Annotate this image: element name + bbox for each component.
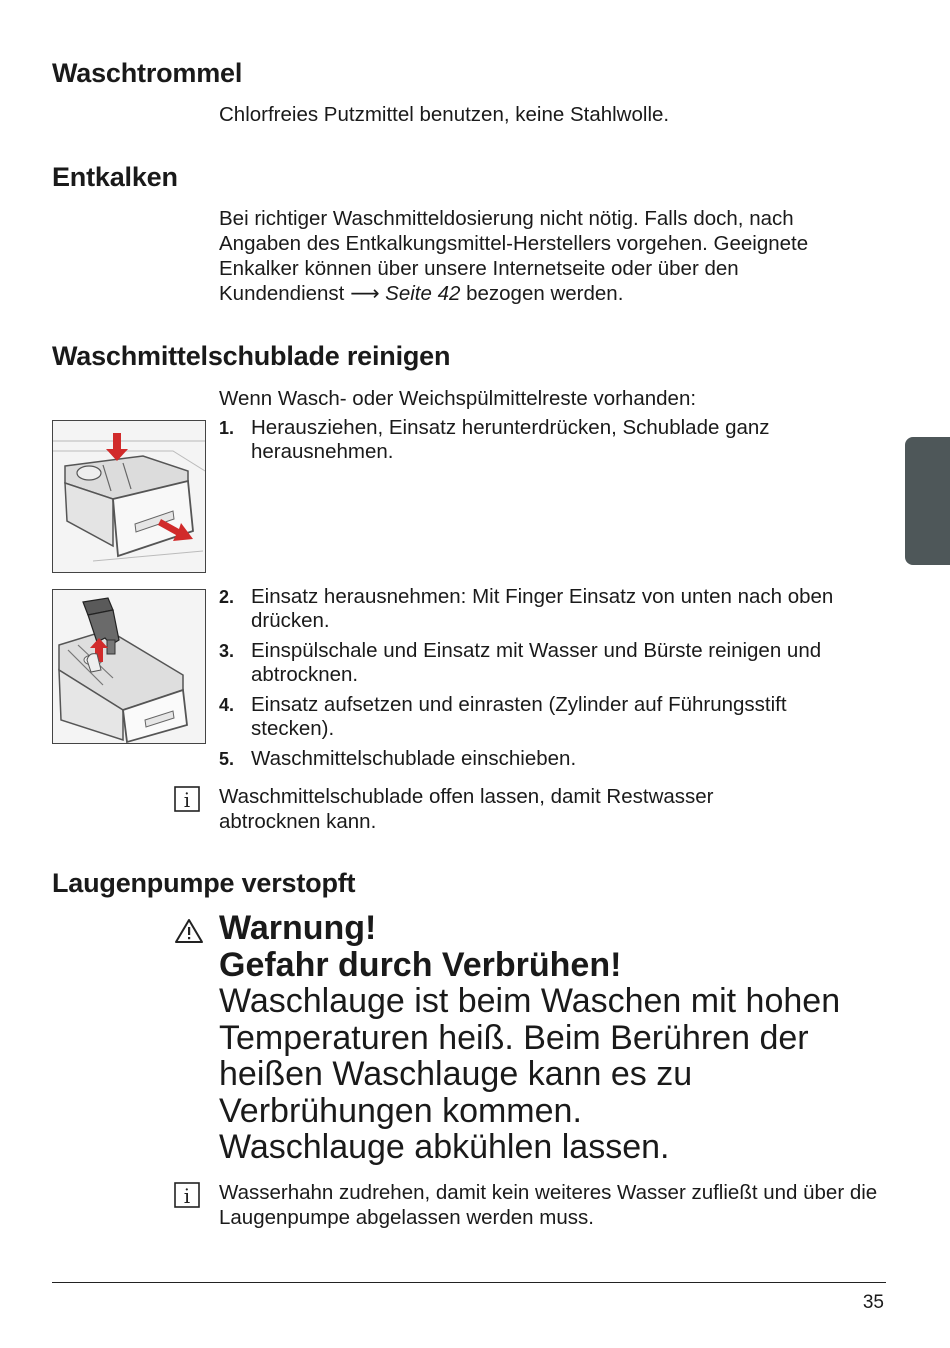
- warning-subtitle: Gefahr durch Verbrühen!: [219, 945, 622, 984]
- warning-title: Warnung!: [219, 909, 377, 947]
- heading-laugenpumpe: Laugenpumpe verstopft: [52, 868, 356, 898]
- step-5: [219, 747, 869, 771]
- svg-text:i: i: [183, 788, 191, 812]
- waschtrommel-text: Chlorfreies Putzmittel benutzen, keine Stahlwolle.: [219, 103, 670, 126]
- step-number: 2.: [219, 587, 235, 607]
- info-icon: [174, 786, 200, 812]
- step-number: 4.: [219, 695, 235, 715]
- insert-push-up-image: [53, 590, 205, 743]
- reference-arrow: ⟶: [350, 282, 380, 305]
- step-number: 3.: [219, 641, 235, 661]
- footer-rule: [52, 1282, 886, 1283]
- step-text: Herausziehen, Einsatz herunterdrücken, Schublade ganz herausnehmen.: [251, 416, 770, 463]
- heading-waschmittelschublade: Waschmittelschublade reinigen: [52, 341, 451, 371]
- heading-waschtrommel: Waschtrommel: [52, 58, 243, 88]
- svg-text:i: i: [183, 1184, 191, 1208]
- drawer-pull-out-image: [53, 421, 205, 572]
- step-number: 1.: [219, 418, 235, 438]
- warning-block: [219, 910, 919, 1166]
- schublade-intro: Wenn Wasch- oder Weichspülmittelreste vorhanden:: [219, 387, 697, 410]
- page-number: 35: [862, 1292, 884, 1313]
- schublade-note: Waschmittelschublade offen lassen, damit Restwasser abtrocknen kann.: [219, 785, 714, 833]
- entkalken-line-4-start: Kundendienst: [219, 282, 351, 305]
- step-text: Einsatz aufsetzen und einrasten (Zylinder auf Führungsstift stecken).: [251, 693, 787, 740]
- entkalken-line-4-end: bezogen werden.: [460, 282, 624, 305]
- drawer-removal-illustration: [52, 420, 206, 573]
- entkalken-line-2: Angaben des Entkalkungsmittel-Herstellers vorgehen. Geeignete: [219, 232, 809, 255]
- warning-text: Waschlauge ist beim Waschen mit hohen Temperaturen heiß. Beim Berühren der heißen Waschlauge kann es zu Verbrühungen kommen.: [219, 982, 841, 1130]
- step-number: 5.: [219, 749, 235, 769]
- info-icon: [174, 1182, 200, 1208]
- step-4: [219, 693, 869, 741]
- page-reference-link[interactable]: Seite 42: [385, 282, 461, 305]
- step-text: Einspülschale und Einsatz mit Wasser und Bürste reinigen und abtrocknen.: [251, 639, 822, 686]
- warning-triangle-icon: [174, 918, 204, 944]
- warning-action: Waschlauge abkühlen lassen.: [219, 1128, 670, 1166]
- heading-entkalken: Entkalken: [52, 162, 178, 192]
- laugenpumpe-note: Wasserhahn zudrehen, damit kein weiteres Wasser zufließt und über die Laugenpumpe abgelassen werden muss.: [219, 1181, 878, 1229]
- insert-removal-illustration: [52, 589, 206, 744]
- entkalken-line-4: [219, 281, 889, 306]
- entkalken-text: [219, 206, 889, 306]
- step-2: [219, 585, 869, 633]
- entkalken-line-1: Bei richtiger Waschmitteldosierung nicht nötig. Falls doch, nach: [219, 207, 794, 230]
- step-text: Waschmittelschublade einschieben.: [251, 747, 577, 770]
- step-text: Einsatz herausnehmen: Mit Finger Einsatz von unten nach oben drücken.: [251, 585, 834, 632]
- chapter-side-tab: [905, 437, 950, 565]
- step-3: [219, 639, 869, 687]
- entkalken-line-3: Enkalker können über unsere Internetseite oder über den: [219, 257, 739, 280]
- step-1: [219, 416, 869, 464]
